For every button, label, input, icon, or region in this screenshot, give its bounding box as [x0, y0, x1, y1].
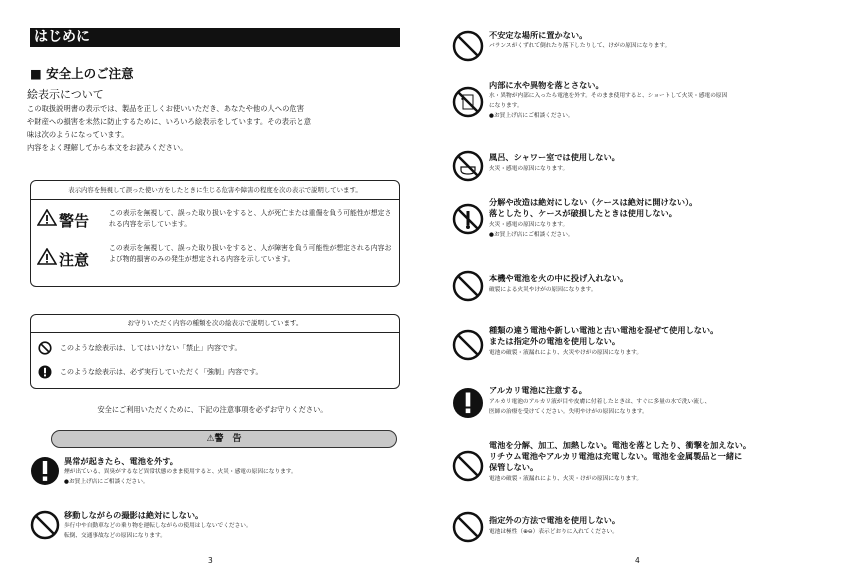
warning-label: 警告	[37, 209, 89, 231]
warning-signal-row	[37, 207, 393, 237]
page-title: はじめに	[30, 28, 400, 47]
no-disassembly-icon	[452, 203, 484, 235]
warning-item	[452, 440, 847, 496]
warning-banner: ⚠警 告	[51, 430, 397, 448]
item-title: または指定外の電池を使用しない。	[489, 336, 621, 346]
warning-item	[30, 456, 410, 496]
warning-item	[452, 270, 842, 304]
mandatory-icon	[452, 387, 484, 419]
intro-line: 味は次のようになっています。	[27, 130, 129, 139]
warning-item	[452, 80, 842, 130]
prohibition-icon	[452, 30, 484, 62]
item-title: 移動しながらの撮影は絶対にしない。	[64, 510, 204, 520]
item-title: 電池を分解、加工、加熱しない。電池を落としたり、衝撃を加えない。	[489, 440, 752, 450]
item-desc: 破裂による火災やけがの原因になります。	[489, 287, 597, 293]
item-title: 異常が起きたら、電池を外す。	[64, 456, 178, 466]
item-title: 落としたり、ケースが破損したときは使用しない。	[489, 208, 677, 218]
prohibition-icon	[38, 341, 52, 355]
item-desc: 水・異物が内部に入ったら電池を外す。そのまま使用すると、ショートして火災・感電の原因	[489, 93, 728, 99]
page-right	[425, 0, 851, 582]
warning-item	[452, 385, 842, 425]
item-title: 保管しない。	[489, 462, 539, 472]
item-desc: バランスがくずれて倒れたり落下したりして、けがの原因になります。	[489, 43, 671, 49]
severity-legend-box	[30, 180, 400, 287]
symbol-legend-header: お守りいただく内容の種類を次の絵表示で説明しています。	[31, 315, 399, 333]
prohibition-icon	[30, 510, 60, 540]
item-desc: ●お買上げ店にご相談ください。	[489, 113, 574, 119]
section-heading: ■ 安全上のご注意	[30, 66, 134, 81]
subsection-heading: 絵表示について	[27, 88, 104, 101]
item-desc: ●お買上げ店にご相談ください。	[64, 479, 149, 485]
item-desc: アルカリ電池のアルカリ液が目や皮膚に付着したときは、すぐに多量の水で洗い流し、	[489, 399, 711, 405]
intro-line: この取扱説明書の表示では、製品を正しくお使いいただき、あなたや他の人への危害	[27, 104, 304, 113]
item-desc: ●お買上げ店にご相談ください。	[489, 232, 574, 238]
warning-item	[452, 511, 842, 545]
item-desc: 歩行中や自動車などの乗り物を運転しながらの使用はしないでください。	[64, 523, 252, 529]
item-desc: 火災・感電の原因になります。	[489, 166, 569, 172]
item-title: 指定外の方法で電池を使用しない。	[489, 515, 621, 525]
item-title: 内部に水や異物を落とさない。	[489, 80, 604, 90]
caution-triangle-icon	[37, 248, 57, 265]
intro-text	[27, 102, 407, 154]
page-number: 3	[208, 556, 213, 565]
item-desc: 電池は極性（⊕⊖）表示どおりに入れてください。	[489, 529, 618, 535]
item-desc: 医師の治療を受けてください。失明やけがの原因になります。	[489, 409, 648, 415]
item-desc: になります。	[489, 103, 523, 109]
page-left	[0, 0, 425, 582]
symbol-legend-box	[30, 314, 400, 389]
item-title: 分解や改造は絶対にしない（ケースは絶対に開けない）。	[489, 197, 698, 207]
item-desc: 転倒、交通事故などの原因になります。	[64, 533, 166, 539]
prohibition-icon	[452, 511, 484, 543]
caution-signal-row	[37, 242, 393, 272]
mandatory-icon	[30, 456, 60, 486]
caution-triangle-icon	[37, 209, 57, 226]
no-bath-icon	[452, 150, 484, 182]
mandatory-row: このような絵表示は、必ず実行していただく「強制」内容です。	[38, 362, 262, 382]
item-title: リチウム電池やアルカリ電池は充電しない。電池を金属製品と一緒に	[489, 451, 743, 461]
item-desc: 火災・感電の原因になります。	[489, 222, 569, 228]
item-title: アルカリ電池に注意する。	[489, 385, 587, 395]
safety-notice: 安全にご利用いただくために、下記の注意事項を必ずお守りください。	[97, 405, 328, 414]
no-water-icon	[452, 86, 484, 118]
prohibition-icon	[452, 329, 484, 361]
item-desc: 煙が出ている、異臭がするなど異常状態のまま使用すると、火災・感電の原因になります。	[64, 469, 297, 475]
warning-item	[30, 510, 410, 550]
severity-legend-header: 表示内容を無視して誤った使い方をしたときに生じる危害や障害の程度を次の表示で説明しています。	[31, 181, 399, 200]
item-desc: 電池の破裂・液漏れにより、火災・けがの原因になります。	[489, 476, 643, 482]
warning-item	[452, 325, 842, 365]
prohibit-row: このような絵表示は、してはいけない「禁止」内容です。	[38, 338, 241, 358]
item-title: 本機や電池を火の中に投げ入れない。	[489, 273, 629, 283]
item-title: 不安定な場所に置かない。	[489, 30, 588, 40]
warning-item	[452, 197, 842, 253]
prohibition-icon	[452, 270, 484, 302]
item-desc: 電池の破裂・液漏れにより、火災やけがの原因になります。	[489, 350, 643, 356]
intro-line: や財産への損害を未然に防止するために、いろいろ絵表示をしています。その表示と意	[27, 117, 311, 126]
warning-item	[452, 150, 842, 186]
item-title: 風呂、シャワー室では使用しない。	[489, 152, 620, 162]
mandatory-icon	[38, 365, 52, 379]
caution-label: 注意	[37, 248, 89, 270]
caution-description: この表示を無視して、誤った取り扱いをすると、人が障害を負う可能性が想定される内容および物的損害のみの発生が想定される内容を示しています。	[109, 244, 392, 263]
item-title: 種類の違う電池や新しい電池と古い電池を混ぜて使用しない。	[489, 325, 719, 335]
intro-line: 内容をよく理解してから本文をお読みください。	[27, 143, 188, 152]
warning-item	[452, 30, 832, 64]
warning-description: この表示を無視して、誤った取り扱いをすると、人が死亡または重傷を負う可能性が想定される内容を示しています。	[109, 209, 392, 228]
page-number: 4	[635, 556, 640, 565]
prohibition-icon	[452, 450, 484, 482]
